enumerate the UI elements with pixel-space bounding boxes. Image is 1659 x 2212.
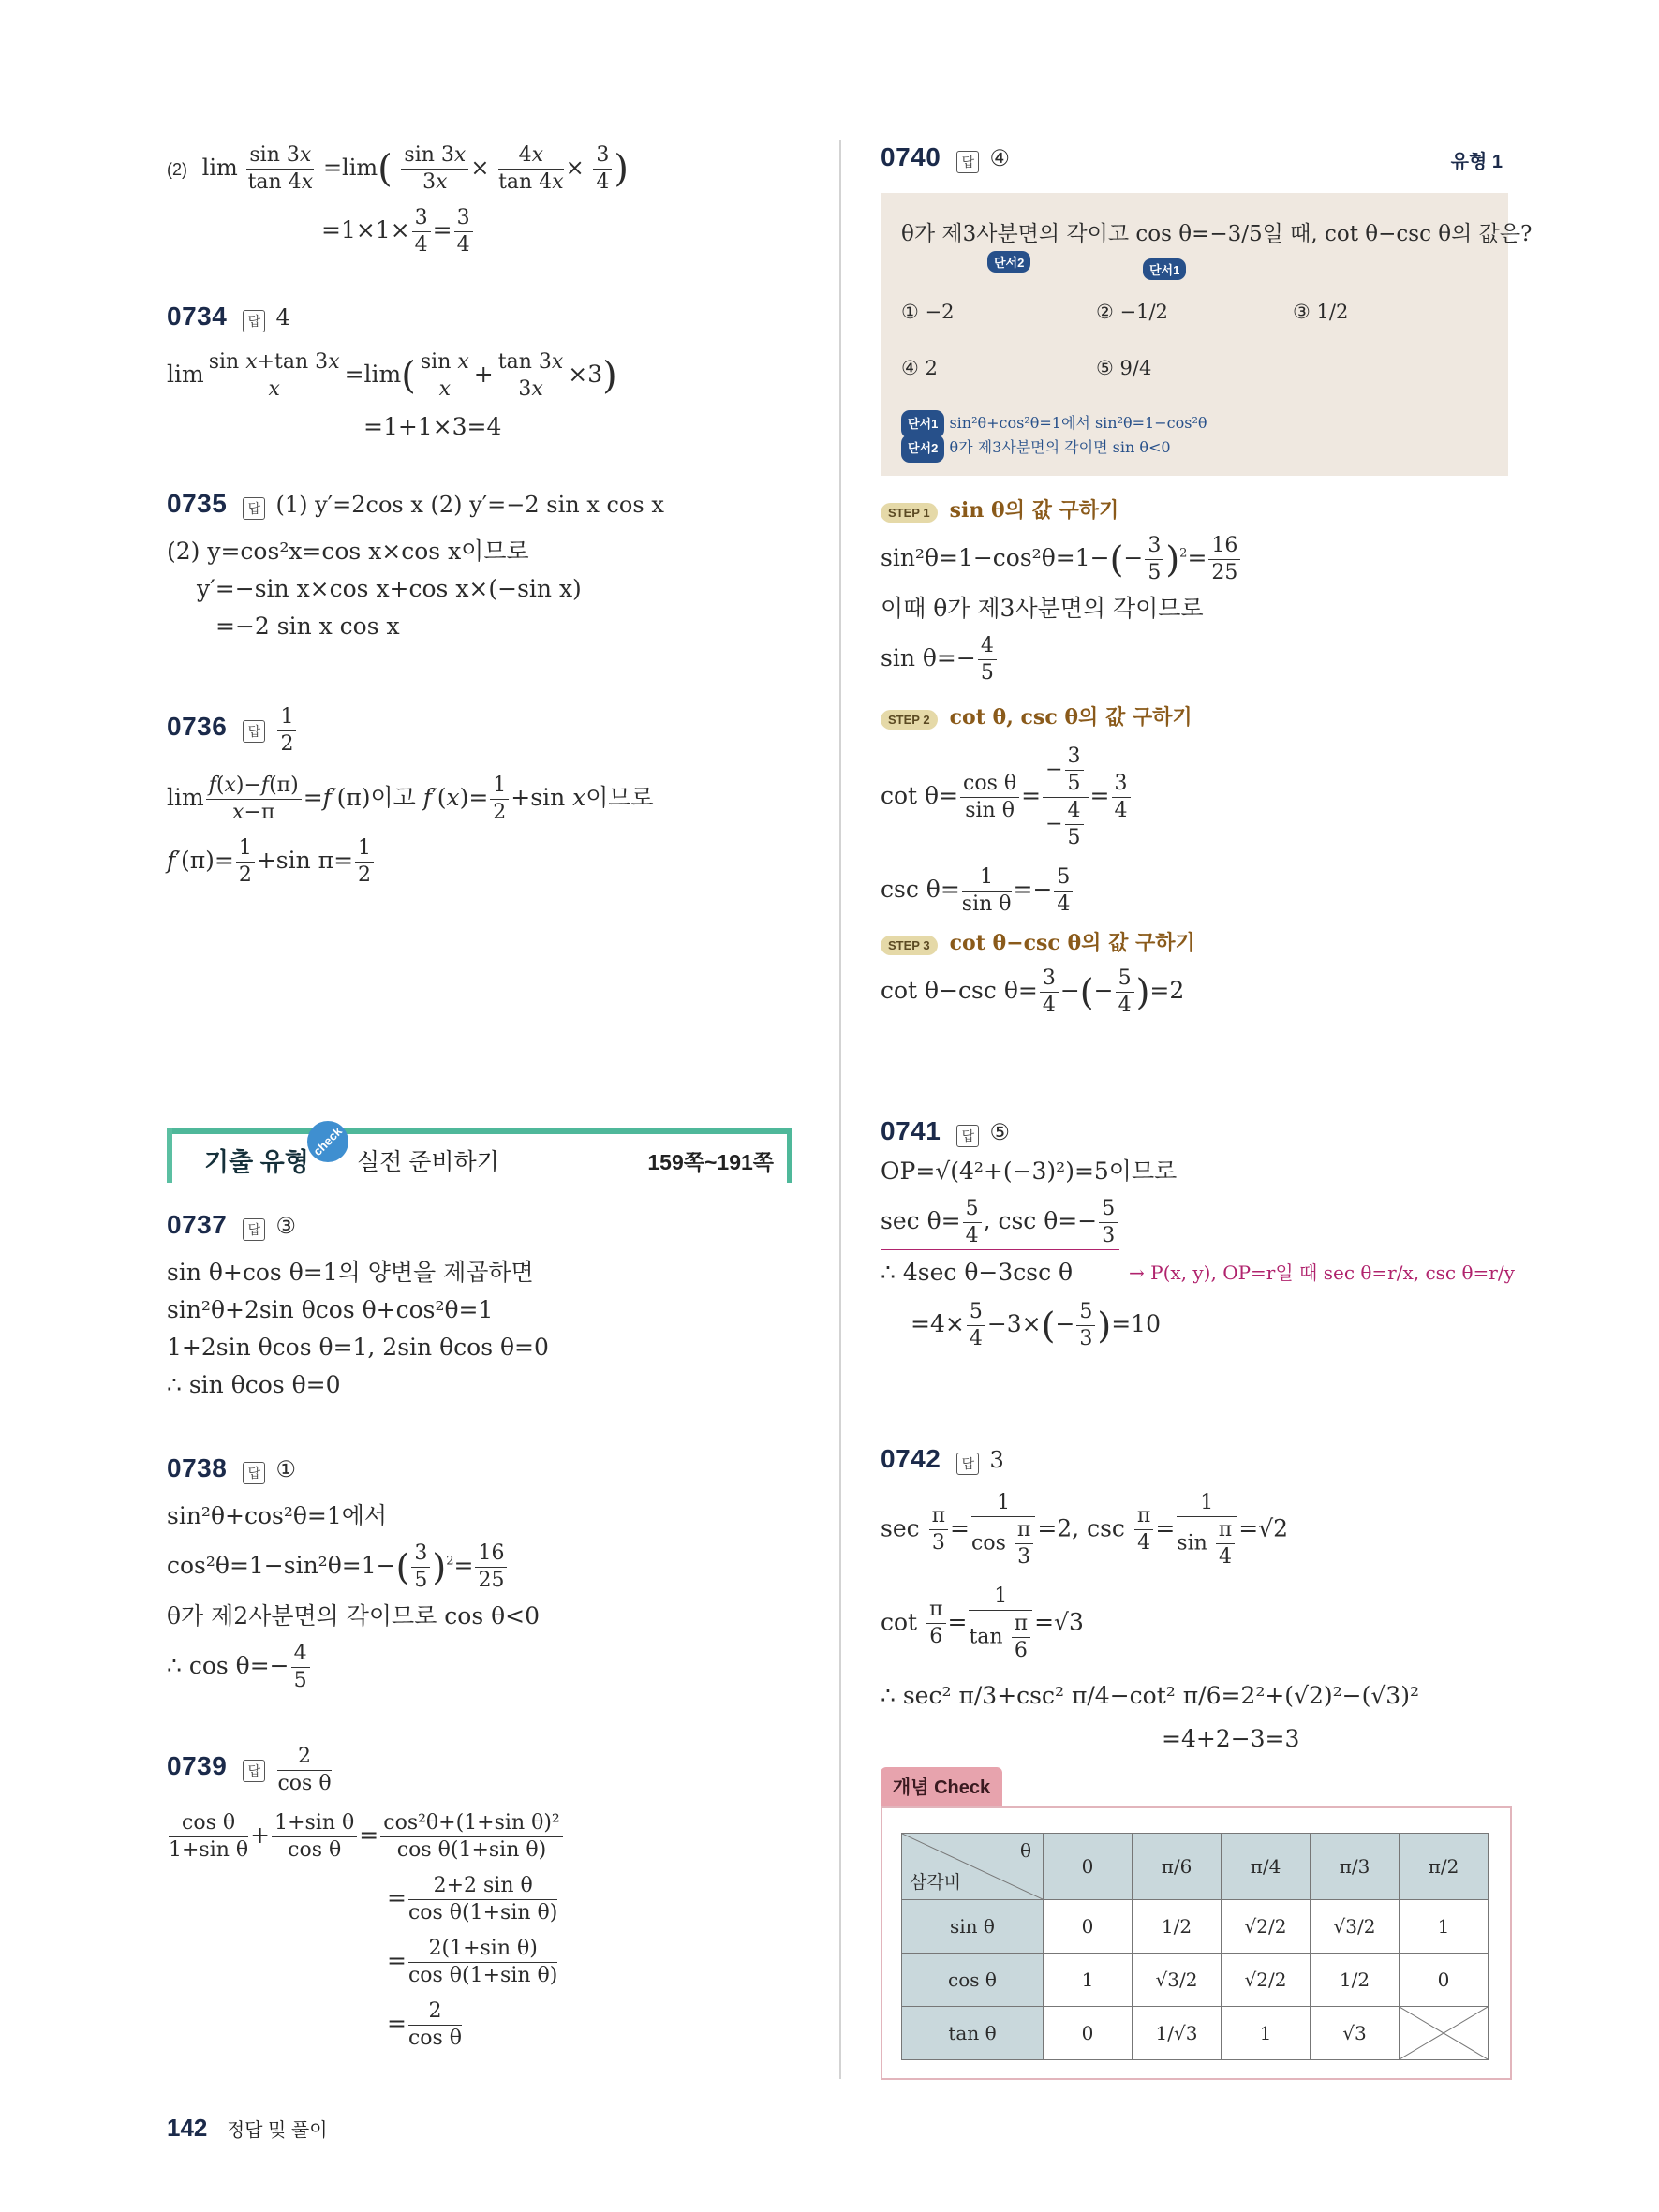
solution-line: y′=−sin x×cos x+cos x×(−sin x)	[197, 574, 582, 602]
table-cell: 1/2	[1133, 1900, 1222, 1954]
banner-tab	[167, 1128, 172, 1183]
table-cell: 0	[1044, 1900, 1133, 1954]
problem-0737	[167, 1210, 549, 1404]
row-label: sin θ	[902, 1900, 1044, 1954]
problem-0742	[881, 1444, 1508, 1758]
choice-2: ② −1/2	[1096, 301, 1168, 323]
problem-number: 0740	[881, 142, 941, 171]
table-cell: 1	[1222, 2007, 1311, 2060]
problem-0740-header	[881, 142, 1508, 173]
solution-line: ∴ sec² π/3+csc² π/4−cot² π/6=2²+(√2)²−(√3)²	[881, 1681, 1419, 1709]
solution-line: sin θ=− $\frac{4}{5}$	[881, 633, 1508, 686]
solution-line: =4× $\frac{5}{4}$ −3×(− $\frac{5}{3}$ )=10	[911, 1299, 1161, 1350]
choice-4: ④ 2	[901, 357, 938, 379]
problem-0741	[881, 1116, 1515, 1352]
answer-icon: 답	[243, 1218, 265, 1241]
header-cell: 0	[1044, 1834, 1133, 1900]
table-cell: 1/√3	[1133, 2007, 1222, 2060]
solution-line: ∴ cos θ=− $\frac{4}{5}$	[167, 1641, 540, 1694]
table-cell: √3/2	[1133, 1954, 1222, 2007]
solution-line: (2) y=cos²x=cos x×cos x이므로	[167, 537, 529, 565]
cross-out-icon	[1400, 2007, 1488, 2059]
concept-check-box	[881, 1806, 1512, 2080]
problem-number: 0739	[167, 1751, 228, 1780]
problem-number: 0735	[167, 489, 228, 518]
page-footer	[167, 2114, 328, 2143]
solution-line: lim $\frac{\text{sin x+tan 3x}}{x}$ =lim( $\frac{\text{sin x}}{x}$ + $\frac{\tan 3x}{3x}$ ×3)	[167, 349, 617, 401]
banner-subtitle: 실전 준비하기	[357, 1149, 499, 1175]
solution-line: sin θ+cos θ=1의 양변을 제곱하면	[167, 1258, 534, 1286]
problem-number: 0742	[881, 1444, 941, 1473]
problem-number: 0736	[167, 712, 228, 741]
solution-line: OP=√(4²+(−3)²)=5이므로	[881, 1157, 1178, 1185]
choice-5: ⑤ 9/4	[1096, 357, 1152, 379]
check-badge-icon: check	[299, 1113, 357, 1171]
answer-value: $\frac{2}{\text{cos θ}}$	[277, 1745, 332, 1795]
hint2-row	[901, 435, 1171, 463]
table-cell: √2/2	[1222, 1954, 1311, 2007]
solution-line: lim $\frac{f(x)-f(\pi)}{x-\pi}$ =f′(π)이고 f′(x)= $\frac{1}{2}$ +sin x이므로	[167, 774, 654, 824]
answer-icon: 답	[956, 1453, 979, 1475]
table-cell: 0	[1400, 1954, 1489, 2007]
answer-value: ①	[275, 1456, 296, 1482]
table-cell: 1	[1400, 1900, 1489, 1954]
solution-line: 이때 θ가 제3사분면의 각이므로	[881, 595, 1204, 622]
undefined-cell	[1400, 2007, 1489, 2060]
answer-value: $\frac{1}{2}$	[277, 704, 296, 758]
part-label: (2)	[167, 160, 187, 179]
solution-line: =1+1×3=4	[363, 412, 502, 440]
header-cell: π/6	[1133, 1834, 1222, 1900]
problem-0733-part2: (2) lim $\frac{\sin 3x}{\tan 4x}$ =lim( $\frac{\sin 3x}{3x}$ × $\frac{4x}{\tan 4x}$ × $\frac{3}{4}$ ) =1×1× $\frac{3}{4}$ = $\frac{3}{4}$	[167, 143, 629, 257]
solution-line: = $\frac{\text{2+2 sin θ}}{\text{cos θ(1+sin θ)}}$	[387, 1874, 558, 1924]
solution-line: =1×1× $\frac{3}{4}$ = $\frac{3}{4}$	[321, 205, 629, 258]
solution-line: = $\frac{\text{2(1+sin θ)}}{\text{cos θ(1+sin θ)}}$	[387, 1937, 558, 1987]
solution-line: ∴ sin θcos θ=0	[167, 1370, 341, 1398]
problem-0739	[167, 1744, 565, 2052]
banner-title: 기출 유형	[204, 1148, 309, 1176]
answer-icon: 답	[243, 1760, 265, 1782]
page-title: 정답 및 풀이	[226, 2120, 328, 2141]
problem-0735	[167, 489, 664, 645]
trig-value-table	[901, 1833, 1489, 2060]
step1-title: sin θ의 값 구하기	[949, 498, 1119, 523]
step3-title: cot θ−csc θ의 값 구하기	[949, 931, 1195, 955]
choice-1: ① −2	[901, 301, 955, 323]
solution-line: sin²θ+2sin θcos θ+cos²θ=1	[167, 1295, 494, 1323]
step2-title: cot θ, csc θ의 값 구하기	[949, 705, 1192, 730]
note-text: → P(x, y), OP=r일 때 sec θ=r/x, csc θ=r/y	[1129, 1261, 1515, 1284]
answer-icon: 답	[243, 720, 265, 743]
solution-line: csc θ= $\frac{1}{\text{sin θ}}$ =− $\frac{5}{4}$	[881, 864, 1508, 918]
solution-line: cot θ−csc θ= $\frac{3}{4}$ −(− $\frac{5}{4}$ )=2	[881, 966, 1185, 1017]
concept-check-tab: 개념 Check	[881, 1767, 1002, 1808]
hint1-text: sin²θ+cos²θ=1에서 sin²θ=1−cos²θ	[949, 414, 1207, 432]
solution-line: sin²θ=1−cos²θ=1−(− $\frac{3}{5}$ )$^2$= $\frac{16}{25}$	[881, 533, 1508, 586]
answer-value: 3	[989, 1447, 1004, 1473]
solution-line: = $\frac{2}{\text{cos θ}}$	[387, 1999, 463, 2050]
answer-value: 4	[275, 304, 290, 331]
table-row	[902, 1954, 1489, 2007]
banner-pages: 159쪽~191쪽	[647, 1150, 774, 1174]
solution-line: cot θ= $\frac{\text{cos θ}}{\text{sin θ}}$ = − $\frac{3}{5}$ − $\frac{4}{5}$ = $\frac{3}{4}$	[881, 744, 1508, 851]
header-cell: π/2	[1400, 1834, 1489, 1900]
table-cell: √2/2	[1222, 1900, 1311, 1954]
solution-line: sec θ= $\frac{5}{4}$ , csc θ=− $\frac{5}{3}$	[881, 1196, 1119, 1250]
answer-value: ④	[989, 145, 1010, 171]
column-divider	[839, 140, 841, 2079]
hint1-marker: 단서1	[1143, 258, 1186, 280]
solution-line: 1+2sin θcos θ=1, 2sin θcos θ=0	[167, 1333, 549, 1361]
answer-icon: 답	[243, 497, 265, 520]
table-cell: 1	[1044, 1954, 1133, 2007]
solution-line: $\frac{\text{cos θ}}{\text{1+sin θ}}$ + $\frac{\text{1+sin θ}}{\text{cos θ}}$ = $\frac{\text{cos²θ+(1+sin θ)²}}{\text{cos θ(1+sin θ)}}$	[167, 1810, 565, 1864]
table-cell: √3/2	[1311, 1900, 1400, 1954]
solution-line: sec $\frac{\pi}{3}$ = 1 cos $\frac{\pi}{3}$ =2, csc $\frac{\pi}{4}$ = 1 sin $\frac{\pi}{4}$ =√2	[881, 1490, 1289, 1569]
table-cell: 0	[1044, 2007, 1133, 2060]
problem-0740-solution	[881, 494, 1508, 1019]
hint2-marker: 단서2	[987, 251, 1030, 273]
table-corner	[902, 1834, 1044, 1900]
table-cell: 1/2	[1311, 1954, 1400, 2007]
solution-line: ∴ 4sec θ−3csc θ	[881, 1258, 1074, 1286]
exam-type-banner	[167, 1124, 792, 1183]
header-cell: π/4	[1222, 1834, 1311, 1900]
solution-line: lim	[201, 155, 238, 181]
solution-line: θ가 제2사분면의 각이므로 cos θ<0	[167, 1601, 541, 1630]
problem-0738	[167, 1453, 540, 1694]
solution-line: sin²θ+cos²θ=1에서	[167, 1501, 388, 1529]
header-cell: π/3	[1311, 1834, 1400, 1900]
answer-value: (1) y′=2cos x (2) y′=−2 sin x cos x	[275, 492, 664, 518]
table-row	[902, 1900, 1489, 1954]
problem-0736	[167, 704, 654, 889]
question-text: θ가 제3사분면의 각이고 cos θ=−3/5일 때, cot θ−csc θ의 값은?	[901, 222, 1533, 246]
problem-number: 0738	[167, 1453, 228, 1482]
hint2-text: θ가 제3사분면의 각이면 sin θ<0	[949, 438, 1171, 456]
solution-line: cot $\frac{\pi}{6}$ = 1 tan $\frac{\pi}{6}$ =√3	[881, 1584, 1084, 1662]
answer-icon: 답	[243, 310, 265, 332]
step1-badge: STEP 1	[881, 503, 938, 523]
solution-line: =−2 sin x cos x	[215, 612, 400, 640]
solution-line: f′(π)= $\frac{1}{2}$ +sin π= $\frac{1}{2}$	[167, 835, 654, 889]
page-number: 142	[167, 2114, 208, 2142]
problem-0734	[167, 302, 617, 446]
table-row	[902, 2007, 1489, 2060]
answer-icon: 답	[243, 1462, 265, 1484]
hint1-tag: 단서1	[901, 410, 944, 438]
answer-icon: 답	[956, 151, 979, 173]
problem-type-label: 유형 1	[1450, 152, 1503, 172]
table-cell: √3	[1311, 2007, 1400, 2060]
answer-icon: 답	[956, 1125, 979, 1147]
answer-value: ③	[275, 1213, 296, 1239]
answer-value: ⑤	[989, 1119, 1010, 1145]
corner-theta: θ	[1019, 1839, 1031, 1862]
solution-line: cos²θ=1−sin²θ=1−( $\frac{3}{5}$ )$^2$= $\frac{16}{25}$	[167, 1541, 540, 1594]
choice-3: ③ 1/2	[1293, 301, 1349, 323]
step3-badge: STEP 3	[881, 936, 938, 955]
problem-number: 0741	[881, 1116, 941, 1145]
corner-label: 삼각비	[910, 1873, 962, 1893]
solution-line: =4+2−3=3	[1162, 1724, 1300, 1752]
problem-number: 0737	[167, 1210, 228, 1239]
row-label: cos θ	[902, 1954, 1044, 2007]
row-label: tan θ	[902, 2007, 1044, 2060]
question-box	[881, 193, 1533, 476]
problem-number: 0734	[167, 302, 228, 331]
step2-badge: STEP 2	[881, 710, 938, 730]
hint2-tag: 단서2	[901, 435, 944, 463]
